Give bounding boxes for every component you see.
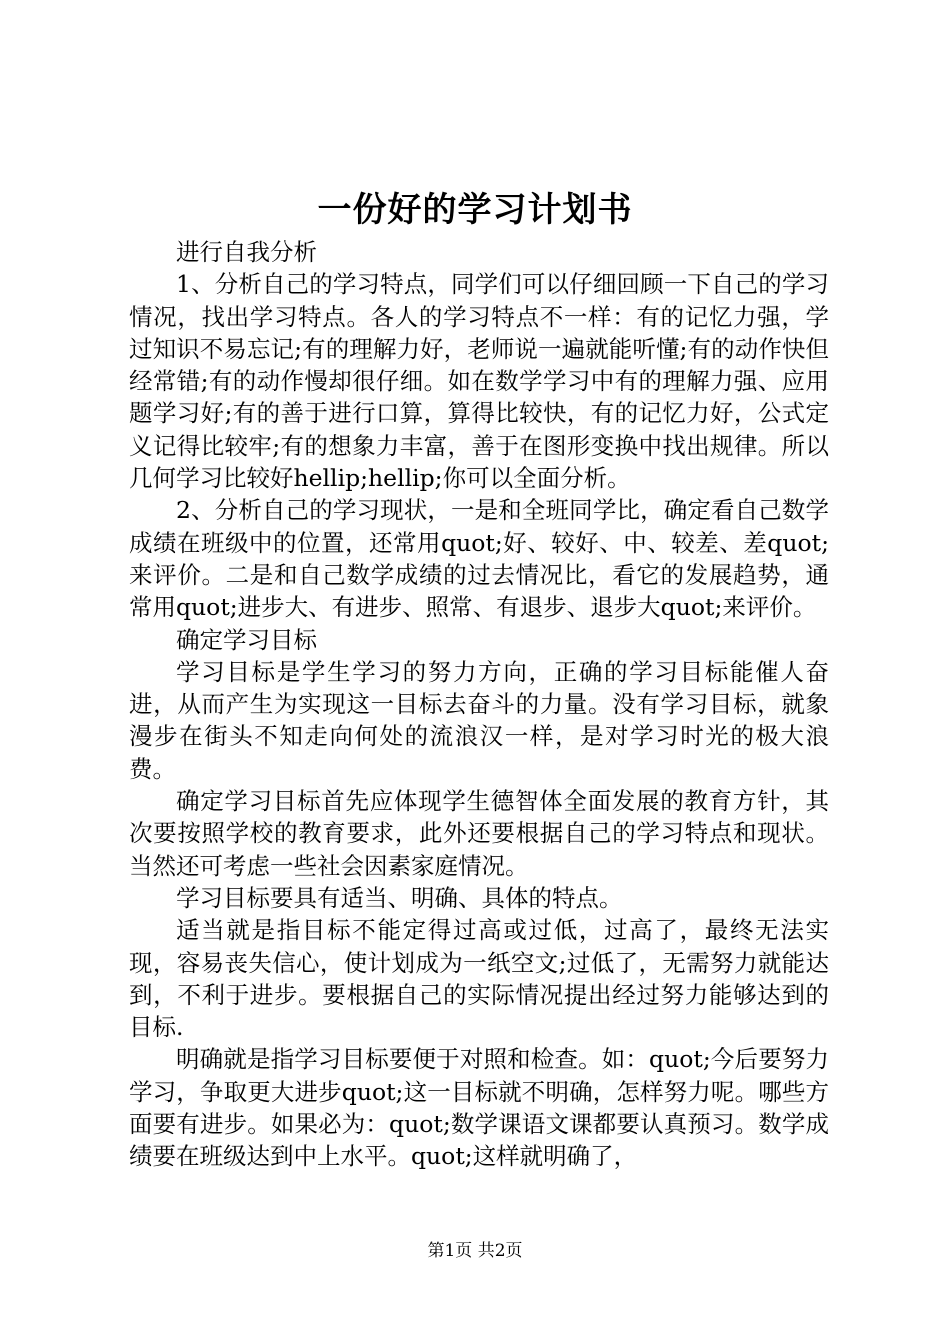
document-body: [129, 236, 829, 1173]
paragraph-goal-appropriate: 适当就是指目标不能定得过高或过低，过高了，最终无法实现，容易丧失信心，使计划成为一纸空文;过低了，无需努力就能达到，不利于进步。要根据自己的实际情况提出经过努力能够达到的目标.: [129, 916, 829, 1042]
paragraph-self-analysis-heading: 进行自我分析: [176, 238, 317, 266]
paragraph-goal-features: 学习目标要具有适当、明确、具体的特点。: [176, 883, 623, 912]
page-footer: 第1页 共2页: [427, 1241, 523, 1261]
document-title: 一份好的学习计划书: [317, 190, 633, 230]
paragraph-learning-traits: 1、分析自己的学习特点，同学们可以仔细回顾一下自己的学习情况，找出学习特点。各人的学习特点不一样：有的记忆力强，学过知识不易忘记;有的理解力好，老师说一遍就能听懂;有的动作快但经常错;有的动作慢却很仔细。如在数学学习中有的理解力强、应用题学习好;有的善于进行口算，算得比较快，有的记忆力好，公式定义记得比较牢;有的想象力丰富，善于在图形变换中找出规律。所以几何学习比较好hellip;hellip;你可以全面分析。: [129, 270, 829, 493]
paragraph-goal-principles: 确定学习目标首先应体现学生德智体全面发展的教育方针，其次要按照学校的教育要求，此外还要根据自己的学习特点和现状。当然还可考虑一些社会因素家庭情况。: [129, 787, 829, 880]
paragraph-goal-clear: 明确就是指学习目标要便于对照和检查。如：quot;今后要努力学习，争取更大进步quot;这一目标就不明确，怎样努力呢。哪些方面要有进步。如果必为：quot;数学课语文课都要认真预习。数学成绩要在班级达到中上水平。quot;这样就明确了，: [129, 1045, 829, 1171]
paragraph-goal-importance: 学习目标是学生学习的努力方向，正确的学习目标能催人奋进，从而产生为实现这一目标去奋斗的力量。没有学习目标，就象漫步在街头不知走向何处的流浪汉一样，是对学习时光的极大浪费。: [129, 657, 829, 783]
paragraph-learning-status: 2、分析自己的学习现状，一是和全班同学比，确定看自己数学成绩在班级中的位置，还常用quot;好、较好、中、较差、差quot;来评价。二是和自己数学成绩的过去情况比，看它的发展趋势，通常用quot;进步大、有进步、照常、有退步、退步大quot;来评价。: [129, 496, 829, 622]
paragraph-goal-heading: 确定学习目标: [176, 625, 317, 654]
